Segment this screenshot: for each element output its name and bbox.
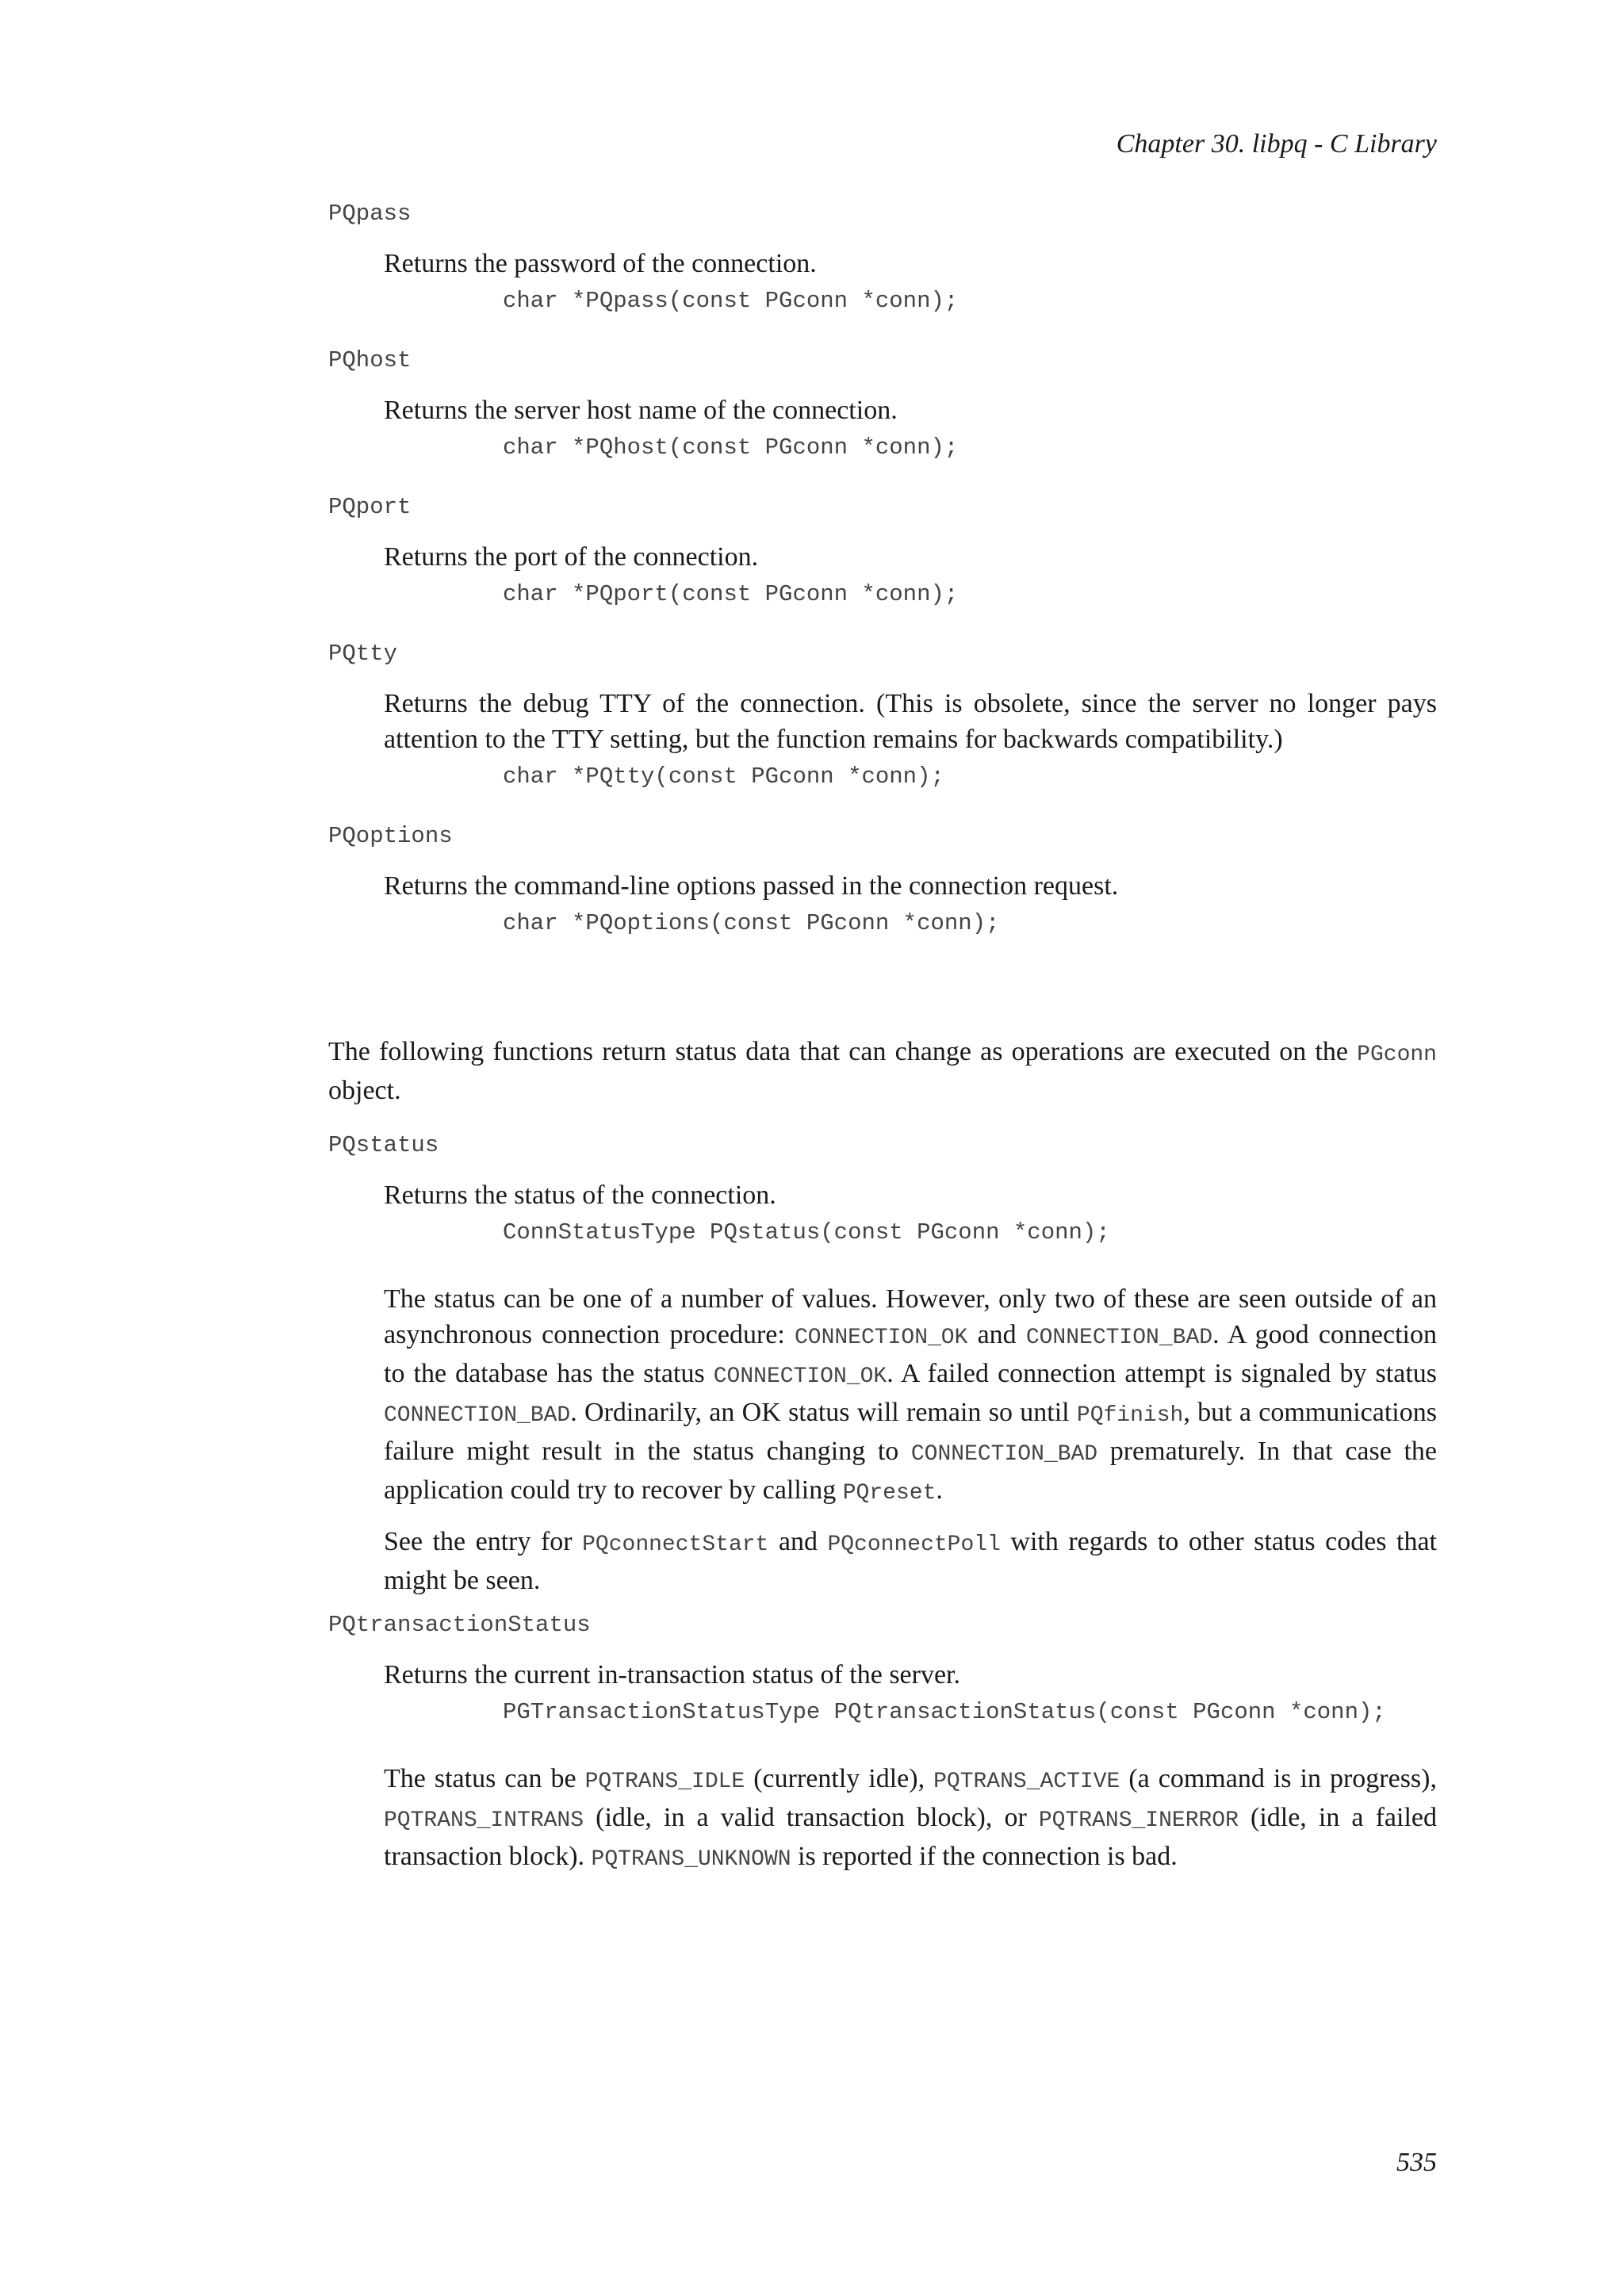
function-name: PQoptions	[328, 823, 453, 849]
function-description: Returns the command-line options passed in the connection request.	[384, 871, 1119, 901]
function-name: PQstatus	[328, 1132, 439, 1158]
function-description: Returns the debug TTY of the connection. (This is obsolete, since the server no longer pays attention to the TTY setting, but the function remains for backwards compatibility.)	[384, 689, 1437, 754]
function-name: PQport	[328, 494, 412, 520]
function-description: Returns the status of the connection.	[384, 1181, 776, 1210]
running-header: Chapter 30. libpq - C Library	[1116, 129, 1437, 159]
function-description: Returns the server host name of the connection.	[384, 396, 898, 425]
entry-pqstatus	[328, 1131, 1437, 1598]
function-synopsis: char *PQpass(const PGconn *conn);	[503, 288, 959, 314]
entry-pqtty	[328, 640, 1437, 791]
intro-paragraph: The following functions return status data that can change as operations are executed on the PGconn object.	[328, 1037, 1437, 1105]
function-synopsis: char *PQport(const PGconn *conn);	[503, 581, 959, 607]
entry-pqoptions	[328, 822, 1437, 938]
status-values-paragraph: The status can be one of a number of values. However, only two of these are seen outside of an asynchronous connection procedure: CONNECTION_OK and CONNECTION_BAD. A good connection to the database has the status CONNECTION_OK. A failed connection attempt is signaled by status CONNECTION_BAD. Ordinarily, an OK status will remain so until PQfinish, but a communications failure might result in the status changing to CONNECTION_BAD prematurely. In that case the application could try to recover by calling PQreset.	[384, 1284, 1437, 1506]
transaction-status-paragraph: The status can be PQTRANS_IDLE (currently idle), PQTRANS_ACTIVE (a command is in progress), PQTRANS_INTRANS (idle, in a valid transaction block), or PQTRANS_INERROR (idle, in a failed transaction block). PQTRANS_UNKNOWN is reported if the connection is bad.	[384, 1764, 1437, 1872]
entry-pqhost	[328, 346, 1437, 462]
function-description: Returns the port of the connection.	[384, 542, 759, 572]
function-description: Returns the password of the connection.	[384, 249, 817, 278]
function-name: PQhost	[328, 347, 412, 373]
function-name: PQtty	[328, 641, 398, 667]
function-synopsis: ConnStatusType PQstatus(const PGconn *conn);	[503, 1219, 1110, 1246]
entry-pqtransactionstatus	[328, 1611, 1437, 1877]
function-synopsis: char *PQoptions(const PGconn *conn);	[503, 910, 1000, 936]
function-name: PQpass	[328, 201, 412, 227]
see-also-paragraph: See the entry for PQconnectStart and PQconnectPoll with regards to other status codes that might be seen.	[384, 1527, 1438, 1595]
entry-pqport	[328, 493, 1437, 609]
function-description: Returns the current in-transaction status of the server.	[384, 1660, 960, 1689]
function-synopsis: char *PQhost(const PGconn *conn);	[503, 434, 959, 461]
inline-code: PGconn	[1357, 1043, 1437, 1067]
function-name: PQtransactionStatus	[328, 1612, 591, 1638]
entry-pqpass	[328, 200, 1437, 316]
function-synopsis: char *PQtty(const PGconn *conn);	[503, 763, 944, 790]
page-body	[328, 200, 1437, 1877]
page-number: 535	[1396, 2148, 1437, 2177]
function-synopsis: PGTransactionStatusType PQtransactionStatus(const PGconn *conn);	[503, 1699, 1386, 1725]
